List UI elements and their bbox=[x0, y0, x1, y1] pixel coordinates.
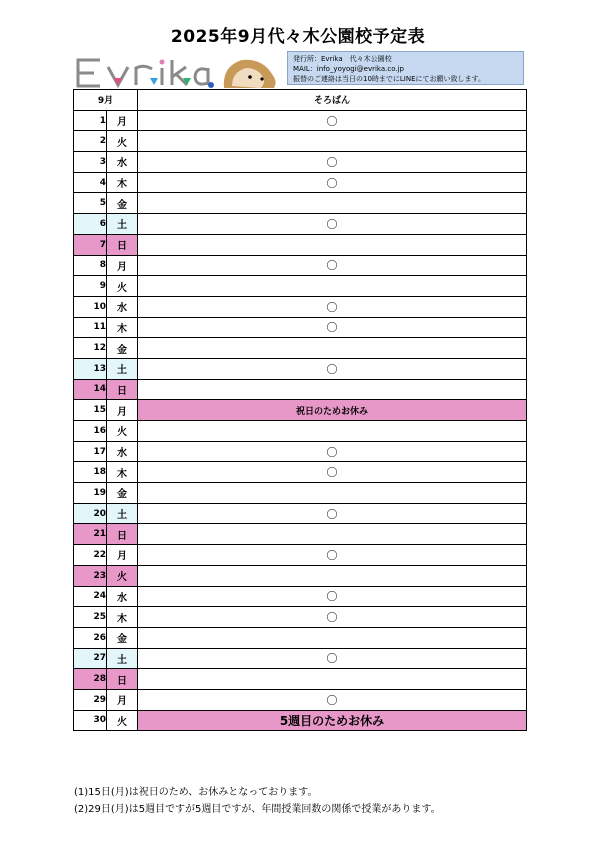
day-number: 18 bbox=[74, 462, 107, 483]
class-mark: 〇 bbox=[138, 172, 527, 193]
table-header-row bbox=[74, 90, 527, 111]
table-row bbox=[74, 234, 527, 255]
weekday: 水 bbox=[107, 586, 138, 607]
table-row bbox=[74, 689, 527, 710]
day-number: 1 bbox=[74, 110, 107, 131]
weekday: 火 bbox=[107, 276, 138, 297]
table-row bbox=[74, 503, 527, 524]
weekday: 木 bbox=[107, 607, 138, 628]
email-line: MAIL：info_yoyogi@evrika.co.jp bbox=[293, 65, 404, 73]
weekday: 木 bbox=[107, 317, 138, 338]
table-row bbox=[74, 358, 527, 379]
day-number: 2 bbox=[74, 131, 107, 152]
footnote-1: (1)15日(月)は祝日のため、お休みとなっております。 bbox=[74, 787, 318, 798]
class-mark: 〇 bbox=[138, 689, 527, 710]
publisher-info-box bbox=[287, 51, 524, 85]
class-mark: 〇 bbox=[138, 586, 527, 607]
day-number: 23 bbox=[74, 565, 107, 586]
evrika-logo bbox=[74, 52, 282, 92]
day-number: 12 bbox=[74, 338, 107, 359]
day-number: 25 bbox=[74, 607, 107, 628]
table-row bbox=[74, 648, 527, 669]
class-mark: 〇 bbox=[138, 503, 527, 524]
weekday: 金 bbox=[107, 627, 138, 648]
weekday: 日 bbox=[107, 524, 138, 545]
day-number: 20 bbox=[74, 503, 107, 524]
day-number: 16 bbox=[74, 421, 107, 442]
weekday: 水 bbox=[107, 296, 138, 317]
weekday: 火 bbox=[107, 131, 138, 152]
table-row bbox=[74, 627, 527, 648]
table-row bbox=[74, 379, 527, 400]
weekday: 月 bbox=[107, 400, 138, 421]
notice-line: 振替のご連絡は当日の10時までにLINEにてお願い致します。 bbox=[293, 75, 485, 83]
class-mark: 〇 bbox=[138, 648, 527, 669]
class-mark: 〇 bbox=[138, 607, 527, 628]
weekday: 土 bbox=[107, 214, 138, 235]
schedule-note bbox=[138, 483, 527, 504]
table-row bbox=[74, 131, 527, 152]
table-row bbox=[74, 276, 527, 297]
table-row bbox=[74, 152, 527, 173]
day-number: 7 bbox=[74, 234, 107, 255]
weekday: 水 bbox=[107, 152, 138, 173]
weekday: 月 bbox=[107, 545, 138, 566]
day-number: 26 bbox=[74, 627, 107, 648]
table-row bbox=[74, 296, 527, 317]
weekday: 日 bbox=[107, 234, 138, 255]
table-row bbox=[74, 317, 527, 338]
day-number: 19 bbox=[74, 483, 107, 504]
weekday: 土 bbox=[107, 503, 138, 524]
weekday: 月 bbox=[107, 255, 138, 276]
weekday: 木 bbox=[107, 462, 138, 483]
day-number: 4 bbox=[74, 172, 107, 193]
day-number: 11 bbox=[74, 317, 107, 338]
weekday: 火 bbox=[107, 421, 138, 442]
class-mark: 〇 bbox=[138, 462, 527, 483]
table-row bbox=[74, 710, 527, 731]
day-number: 28 bbox=[74, 669, 107, 690]
weekday: 月 bbox=[107, 689, 138, 710]
class-mark: 〇 bbox=[138, 152, 527, 173]
class-mark: 〇 bbox=[138, 545, 527, 566]
schedule-table bbox=[73, 89, 527, 731]
month-header: 9月 bbox=[74, 90, 138, 111]
table-row bbox=[74, 483, 527, 504]
schedule-note: 5週目のためお休み bbox=[138, 710, 527, 731]
table-row bbox=[74, 172, 527, 193]
class-mark: 〇 bbox=[138, 214, 527, 235]
weekday: 木 bbox=[107, 172, 138, 193]
footnote-2: (2)29日(月)は5週目ですが5週目ですが、年間授業回数の関係で授業があります。 bbox=[74, 804, 441, 815]
table-row bbox=[74, 214, 527, 235]
day-number: 15 bbox=[74, 400, 107, 421]
table-row bbox=[74, 338, 527, 359]
schedule-note bbox=[138, 669, 527, 690]
table-row bbox=[74, 607, 527, 628]
weekday: 金 bbox=[107, 193, 138, 214]
weekday: 火 bbox=[107, 565, 138, 586]
day-number: 14 bbox=[74, 379, 107, 400]
table-row bbox=[74, 524, 527, 545]
day-number: 5 bbox=[74, 193, 107, 214]
publisher-line: 発行所：Evrika 代々木公園校 bbox=[293, 55, 392, 63]
schedule-note bbox=[138, 524, 527, 545]
footnotes bbox=[74, 784, 441, 818]
day-number: 22 bbox=[74, 545, 107, 566]
table-row bbox=[74, 255, 527, 276]
day-number: 10 bbox=[74, 296, 107, 317]
schedule-note: 祝日のためお休み bbox=[138, 400, 527, 421]
schedule-note bbox=[138, 338, 527, 359]
weekday: 月 bbox=[107, 110, 138, 131]
table-row bbox=[74, 565, 527, 586]
table-row bbox=[74, 193, 527, 214]
day-number: 24 bbox=[74, 586, 107, 607]
class-mark: 〇 bbox=[138, 255, 527, 276]
day-number: 9 bbox=[74, 276, 107, 297]
schedule-note bbox=[138, 565, 527, 586]
class-mark: 〇 bbox=[138, 358, 527, 379]
day-number: 3 bbox=[74, 152, 107, 173]
day-number: 13 bbox=[74, 358, 107, 379]
table-row bbox=[74, 586, 527, 607]
day-number: 6 bbox=[74, 214, 107, 235]
weekday: 火 bbox=[107, 710, 138, 731]
table-row bbox=[74, 669, 527, 690]
schedule-note bbox=[138, 276, 527, 297]
schedule-note bbox=[138, 131, 527, 152]
table-row bbox=[74, 110, 527, 131]
day-number: 8 bbox=[74, 255, 107, 276]
weekday: 土 bbox=[107, 358, 138, 379]
schedule-note bbox=[138, 193, 527, 214]
weekday: 日 bbox=[107, 669, 138, 690]
weekday: 水 bbox=[107, 441, 138, 462]
day-number: 17 bbox=[74, 441, 107, 462]
class-mark: 〇 bbox=[138, 296, 527, 317]
schedule-note bbox=[138, 234, 527, 255]
subject-header: そろばん bbox=[138, 90, 527, 111]
table-row bbox=[74, 545, 527, 566]
table-row bbox=[74, 441, 527, 462]
table-row bbox=[74, 400, 527, 421]
weekday: 土 bbox=[107, 648, 138, 669]
table-row bbox=[74, 421, 527, 442]
day-number: 21 bbox=[74, 524, 107, 545]
day-number: 29 bbox=[74, 689, 107, 710]
table-row bbox=[74, 462, 527, 483]
weekday: 金 bbox=[107, 483, 138, 504]
day-number: 30 bbox=[74, 710, 107, 731]
weekday: 金 bbox=[107, 338, 138, 359]
schedule-note bbox=[138, 627, 527, 648]
page-title: 2025年9月代々木公園校予定表 bbox=[170, 27, 426, 47]
class-mark: 〇 bbox=[138, 317, 527, 338]
class-mark: 〇 bbox=[138, 441, 527, 462]
class-mark: 〇 bbox=[138, 110, 527, 131]
day-number: 27 bbox=[74, 648, 107, 669]
weekday: 日 bbox=[107, 379, 138, 400]
schedule-note bbox=[138, 421, 527, 442]
schedule-note bbox=[138, 379, 527, 400]
